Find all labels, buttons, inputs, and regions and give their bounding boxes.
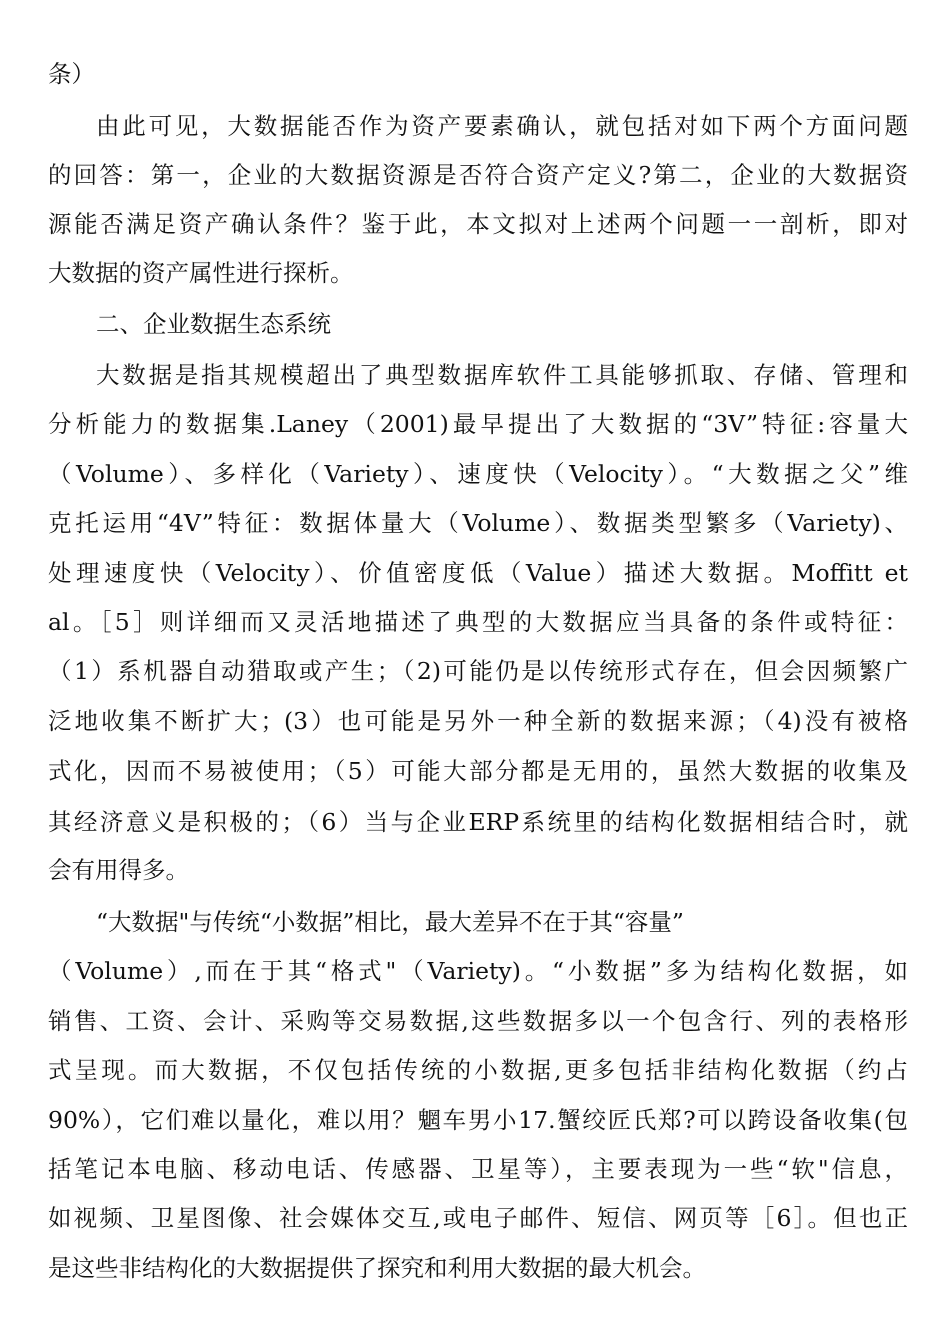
text-line: 是这些非结构化的大数据提供了探究和利用大数据的最大机会。 (48, 1254, 706, 1282)
text-line: 销售、工资、会计、采购等交易数据,这些数据多以一个包含行、列的表格形 (48, 1007, 908, 1035)
text-line: 如视频、卫星图像、社会媒体交互,或电子邮件、短信、网页等［6］。但也正 (48, 1204, 908, 1232)
text-line: 90%），它们难以量化，难以用？魍车男小17.蟹绞匠氏郑?可以跨设备收集(包 (48, 1106, 908, 1134)
text-line: 泛地收集不断扩大；(3）也可能是另外一种全新的数据来源；（4)没有被格 (48, 707, 908, 735)
text-line: 式呈现。而大数据，不仅包括传统的小数据,更多包括非结构化数据（约占 (48, 1056, 908, 1084)
text-line: “大数据"与传统“小数据”相比，最大差异不在于其“容量” (96, 908, 684, 936)
text-line: 会有用得多。 (48, 856, 189, 884)
text-line: （1）系机器自动猎取或产生；（2)可能仍是以传统形式存在，但会因频繁广 (48, 657, 908, 685)
text-line: 其经济意义是积极的；（6）当与企业ERP系统里的结构化数据相结合时，就 (48, 808, 908, 836)
text-line: 的回答：第一，企业的大数据资源是否符合资产定义?第二，企业的大数据资 (48, 161, 908, 189)
text-line: 克托运用“4V”特征：数据体量大（Volume）、数据类型繁多（Variety)、 (48, 509, 908, 537)
text-line: 大数据是指其规模超出了典型数据库软件工具能够抓取、存储、管理和 (96, 361, 908, 389)
text-line: 大数据的资产属性进行探析。 (48, 259, 354, 287)
text-line: 式化，因而不易被使用；（5）可能大部分都是无用的，虽然大数据的收集及 (48, 757, 908, 785)
text-line: 分析能力的数据集.Laney（2001)最早提出了大数据的“3V”特征:容量大 (48, 410, 908, 438)
text-line: （Volume）、多样化（Variety）、速度快（Velocity）。“大数据之父”维 (48, 460, 908, 488)
text-line: 条） (48, 60, 95, 88)
text-line: 处理速度快（Velocity）、价值密度低（Value）描述大数据。Moffitt et (48, 559, 908, 587)
text-line: （Volume）,而在于其“格式"（Variety)。“小数据”多为结构化数据，如 (48, 957, 908, 985)
text-line: 括笔记本电脑、移动电话、传感器、卫星等），主要表现为一些“软"信息， (48, 1155, 908, 1183)
text-line: al。［5］则详细而又灵活地描述了典型的大数据应当具备的条件或特征： (48, 608, 908, 636)
section-heading: 二、企业数据生态系统 (96, 310, 331, 338)
text-line: 源能否满足资产确认条件？鉴于此，本文拟对上述两个问题一一剖析，即对 (48, 210, 908, 238)
text-line: 由此可见，大数据能否作为资产要素确认，就包括对如下两个方面问题 (96, 112, 908, 140)
